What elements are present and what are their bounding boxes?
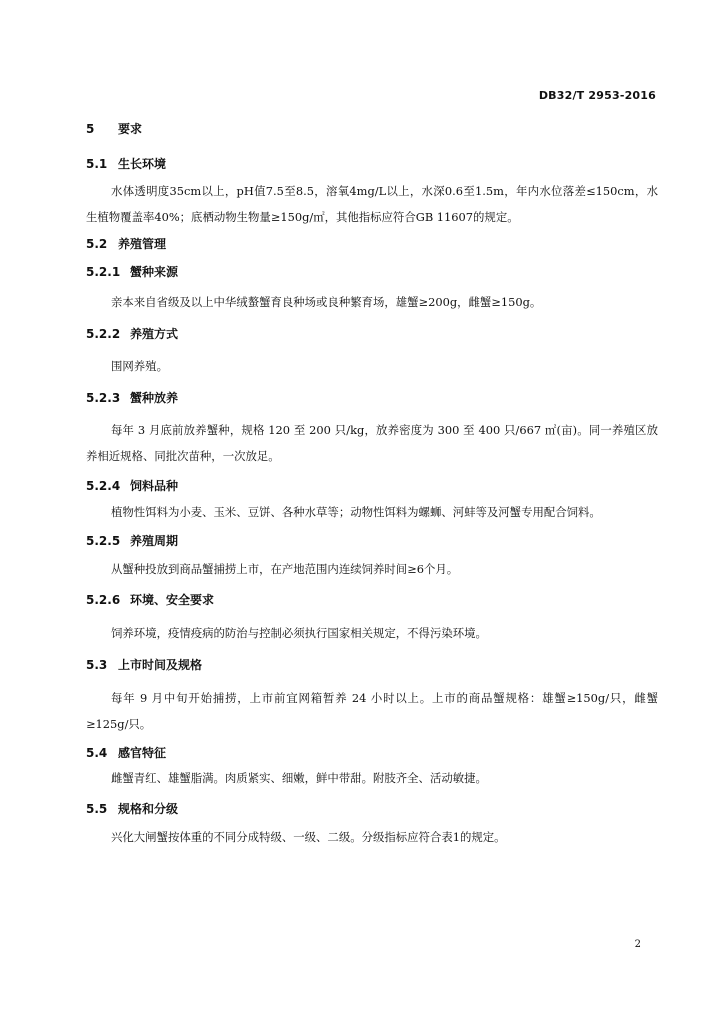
section-5-5-paragraph: 兴化大闸蟹按体重的不同分成特级、一级、二级。分级指标应符合表1的规定。: [111, 830, 506, 844]
section-number: 5.1: [86, 157, 108, 171]
section-5-3-paragraph: 每年 9 月中旬开始捕捞，上市前宜网箱暂养 24 小时以上。上市的商品蟹规格：雄蟹≥150g/只，雌蟹≥125g/只。: [86, 691, 658, 731]
section-number: 5.2.5: [86, 534, 121, 548]
section-number: 5.2.6: [86, 593, 121, 607]
section-title: 饲料品种: [130, 479, 179, 493]
section-title: 上市时间及规格: [118, 658, 203, 672]
section-5-2-4-paragraph: 植物性饵料为小麦、玉米、豆饼、各种水草等；动物性饵料为螺蛳、河蚌等及河蟹专用配合饲料。: [111, 505, 601, 519]
section-number: 5.3: [86, 658, 108, 672]
section-title: 蟹种来源: [130, 265, 179, 279]
section-title: 环境、安全要求: [130, 593, 215, 607]
section-5-5-heading: [86, 800, 178, 817]
section-5-2-5-paragraph: 从蟹种投放到商品蟹捕捞上市，在产地范围内连续饲养时间≥6个月。: [111, 562, 459, 576]
section-number: 5.2.1: [86, 265, 121, 279]
section-5-2-1-paragraph: 亲本来自省级及以上中华绒螯蟹育良种场或良种繁育场，雄蟹≥200g，雌蟹≥150g。: [111, 295, 542, 309]
section-5-1-heading: [86, 155, 166, 172]
section-5-1-paragraph: 水体透明度35cm以上，pH值7.5至8.5，溶氧4mg/L以上，水深0.6至1.5m，年内水位落差≤150cm，水生植物覆盖率40%；底栖动物生物量≥150g/㎡，其他指标应符合GB 11607的规定。: [86, 184, 658, 224]
section-number: 5: [86, 122, 95, 136]
section-title: 养殖周期: [130, 534, 179, 548]
section-number: 5.4: [86, 746, 108, 760]
section-number: 5.5: [86, 802, 108, 816]
section-5-2-1-heading: [86, 263, 178, 280]
section-5-2-2-paragraph: 围网养殖。: [111, 359, 168, 373]
section-title: 养殖方式: [130, 327, 179, 341]
section-5-2-4-heading: [86, 477, 178, 494]
page-header-doc-id: DB32/T 2953-2016: [538, 89, 656, 102]
section-number: 5.2.4: [86, 479, 121, 493]
section-5-2-6-heading: [86, 591, 214, 608]
section-5-2-2-heading: [86, 325, 178, 342]
section-number: 5.2.3: [86, 391, 121, 405]
section-number: 5.2: [86, 237, 108, 251]
section-5-3-heading: [86, 656, 202, 673]
section-title: 要求: [118, 122, 143, 136]
section-5-2-6-paragraph: 饲养环境，疫情疫病的防治与控制必须执行国家相关规定，不得污染环境。: [111, 626, 487, 640]
section-title: 养殖管理: [118, 237, 167, 251]
section-title: 生长环境: [118, 157, 167, 171]
page-number: 2: [634, 939, 641, 950]
section-5-4-paragraph: 雌蟹青红、雄蟹脂满。肉质紧实、细嫩，鲜中带甜。附肢齐全、活动敏捷。: [111, 771, 487, 785]
section-number: 5.2.2: [86, 327, 121, 341]
section-5-4-heading: [86, 744, 166, 761]
section-5-heading: [86, 120, 142, 137]
section-5-2-heading: [86, 235, 166, 252]
section-5-2-3-heading: [86, 389, 178, 406]
section-title: 蟹种放养: [130, 391, 179, 405]
section-5-2-5-heading: [86, 532, 178, 549]
section-title: 规格和分级: [118, 802, 179, 816]
section-title: 感官特征: [118, 746, 167, 760]
section-5-2-3-paragraph: 每年 3 月底前放养蟹种，规格 120 至 200 只/kg，放养密度为 300 至 400 只/667 ㎡(亩)。同一养殖区放养相近规格、同批次苗种，一次放足。: [86, 423, 658, 463]
